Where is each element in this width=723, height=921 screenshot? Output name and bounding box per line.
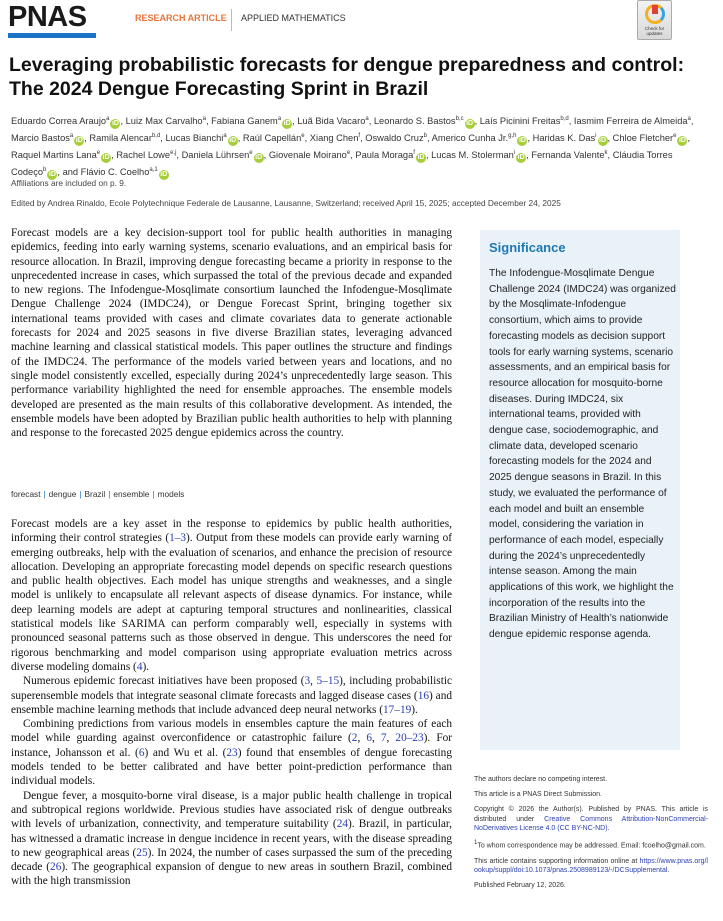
author-affiliation: g,h <box>508 133 517 140</box>
body-paragraph <box>11 717 452 788</box>
author-affiliation: a <box>202 116 206 122</box>
orcid-icon[interactable]: iD <box>518 137 526 145</box>
reference-link[interactable]: 7 <box>380 732 387 745</box>
abstract: Forecast models are a key decision-support tool for public health authorities in managing epidemics, feeding into early warning systems, scenario evaluations, and an empirical basis for resource allocation. In Brazil, improving dengue forecasting became a priority in response to the unprecedented increase in cases, which surpassed the total of the previous decade and expanded to new regions. The Infodengue-Mosqlimate consortium launched the Infodengue-Mosqlimate Dengue Challenge 2024 (IMDC24), or Dengue Forecast Sprint, bringing together six international teams provided with cases and climate covariates data to generate actionable forecasts for 2024 and 2025 seasons in five diverse Brazilian states, leveraging advanced machine learning and classical statistical models. This paper outlines the structure and findings of the IMDC24. The performance of the models varied between years and locations, and no single model consistently excelled, especially during 2024’s unprecedentedly large season. This performance variability highlighted the need for ensemble approaches. The ensemble models developed are presented as the main results of this collaborative development. As intended, the ensemble models have been adopted by Brazilian public health authorities to help with planning and response to the forecasted 2025 dengue epidemics across the country. <box>11 227 452 440</box>
body-text: ). Output from these models can provide early warning of emerging outbreaks, help with the evaluation of scenarios, and enhance the precision of resource allocation. Developing an appropriate forecasting model depends on specific research questions and public health objectives. Each model has unique strengths and weaknesses, and a single model is unlikely to encapsulate all relevant aspects of disease dynamics. For instance, while deep learning models are adept at capturing temporal structures and nonlinearities, classical statistical models like SARIMA can perform comparably well, especially in systems with pronounced seasonal patterns such as those observed in dengue. This underscores the need for rigorous benchmarking and model comparison using appropriate evaluation metrics across diverse modeling domains ( <box>11 532 452 673</box>
author-name[interactable]: Americo Cunha Jr. <box>431 133 509 144</box>
keyword[interactable]: dengue <box>48 489 77 499</box>
author-name[interactable]: Haridas K. Das <box>532 133 596 144</box>
author-list: Eduardo Correa Araujo$^a$iD , Luiz Max Carvalho$^a$, Fabiana Ganem$^a$iD , Luã Bida Vacaro$^a$, Leonardo S. Bastos$^{b,c}$iD , Laís Picinini Freitas$^{b,d}$, Iasmim Ferreira de Almeida$^a$, Marcio Bastos$^a$iD , Ramila Alencar$^{b,d}$, Lucas Bianchi$^a$iD , Raúl Capellán$^e$, Xiang Chen$^f$, Oswaldo Cruz$^b$, Americo Cunha Jr.$^{g,h}$iD , Haridas K. Das$^i$iD , Chloe Fletcher$^e$iD , Raquel Martins Lana$^e$iD , Rachel Lowe$^{e,j}$, Daniela Lührsen$^e$iD , Giovenale Moirano$^e$, Paula Moraga$^f$iD , Lucas M. Stolerman$^i$iD , Fernanda Valente$^k$, Cláudia Torres Codeço$^b$iD , and Flávio C. Coelho$^{a,1}$iD <box>11 116 694 179</box>
body-text: Forecast models are a key asset in the response to epidemics by public health authorities, informing their control strategies ( <box>11 518 452 545</box>
author-name[interactable]: Lucas M. Stolerman <box>431 150 514 161</box>
keyword[interactable]: ensemble <box>113 489 150 499</box>
author-name[interactable]: Ramila Alencar <box>89 133 152 144</box>
body-paragraph <box>11 517 452 674</box>
author-name[interactable]: Marcio Bastos <box>11 133 70 144</box>
si-link[interactable]: https://www.pnas.org/lookup/suppl/doi:10.1073/pnas.2508989123/-/DCSupplemental <box>474 857 708 874</box>
author-affiliation: i <box>513 150 516 157</box>
body-paragraph <box>11 789 452 889</box>
author-name[interactable]: Iasmim Ferreira de Almeida <box>573 116 688 127</box>
reference-link[interactable]: 23 <box>226 746 238 759</box>
body-text: ). For instance, Johansson et al. ( <box>11 732 453 759</box>
reference-link[interactable]: 24 <box>336 818 348 831</box>
body-text: ) and Wu et al. ( <box>144 746 227 759</box>
si-text: This article contains supporting information online at <box>474 857 640 865</box>
author-affiliation: a,1 <box>149 167 158 174</box>
body-text: , <box>310 675 317 688</box>
orcid-icon[interactable]: iD <box>517 154 525 162</box>
body-paragraph <box>11 674 452 717</box>
orcid-icon[interactable]: iD <box>111 120 119 128</box>
keyword[interactable]: Brazil <box>84 489 106 499</box>
orcid-icon[interactable]: iD <box>599 137 606 145</box>
reference-link[interactable]: 25 <box>136 846 148 859</box>
license-link[interactable]: Creative Commons Attribution-NonCommercial-NoDerivatives License 4.0 (CC BY-NC-ND) <box>474 815 709 832</box>
author-affiliation: a <box>69 133 74 140</box>
author-affiliation: b <box>43 167 47 174</box>
supporting-info-note <box>474 857 708 875</box>
check-for-updates-button[interactable] <box>637 0 672 40</box>
article-body <box>11 517 452 889</box>
author-affiliation: e <box>673 133 677 140</box>
orcid-icon[interactable]: iD <box>75 137 83 145</box>
author-affiliation: e,j <box>170 150 177 157</box>
author-name[interactable]: Cláudia Torres Codeço <box>11 150 673 178</box>
reference-link[interactable]: 6 <box>366 732 372 745</box>
footnotes <box>474 775 708 896</box>
check-updates-label: Check for updates <box>644 26 665 36</box>
body-text: ) and ensemble machine learning methods that include advanced deep neural networks ( <box>11 689 452 716</box>
author-name[interactable]: Fabiana Ganem <box>211 116 278 127</box>
copyright-note <box>474 805 708 833</box>
author-name[interactable]: Oswaldo Cruz <box>365 133 424 144</box>
correspondence-mark: 1 <box>474 840 478 847</box>
author-name[interactable]: Eduardo Correa Araujo <box>11 116 107 127</box>
author-affiliation: k <box>604 150 608 157</box>
keyword-separator: | <box>152 489 155 499</box>
author-name[interactable]: Leonardo S. Bastos <box>373 116 456 127</box>
license-end: . <box>607 824 610 832</box>
body-text: , <box>386 732 396 745</box>
reference-link[interactable]: 26 <box>50 861 62 874</box>
reference-link[interactable]: 5–15 <box>316 675 340 688</box>
keyword[interactable]: models <box>157 489 185 499</box>
body-text: ) found that ensembles of dengue forecasting models tended to be better calibrated and have better point-prediction performance than individual models. <box>11 746 452 788</box>
article-type: RESEARCH ARTICLE <box>135 13 227 23</box>
significance-text: The Infodengue-Mosqlimate Dengue Challenge 2024 (IMDC24) was organized by the Mosqlimate-Infodengue consortium, which aims to provide forecasting models as decision support tools for early warning systems, scenario assessments, and an empirical basis for resource allocation for mosquito-borne diseases. During IMDC24, six international teams, provided with dengue case, sociodemographic, and climate data, developed scenario forecasting models for the 2024 and 2025 dengue seasons in Brazil. In this study, we evaluated the performance of each model and built an ensemble model, considering the variation in performance of each model, especially during the 2024’s unprecedentedly intense season. Among the main applications of this work, we highlight the incorporation of the results into the Brazilian Ministry of Health’s nationwide dengue epidemic response agenda. <box>489 268 676 641</box>
orcid-icon[interactable]: iD <box>283 120 291 128</box>
author-affiliation: i <box>595 133 597 140</box>
copyright-text: Copyright © 2026 the Author(s). Published by PNAS. This article is distributed under <box>474 806 708 823</box>
body-text: ). The geographical expansion of dengue to new areas in southern Brazil, combined with the high transmission <box>11 861 452 888</box>
orcid-icon[interactable]: iD <box>678 137 686 145</box>
author-affiliation: e <box>96 150 101 157</box>
orcid-icon[interactable]: iD <box>255 154 263 162</box>
body-text: ). In 2024, the number of cases surpassed the sum of the preceding decade ( <box>11 846 452 874</box>
article-category[interactable]: APPLIED MATHEMATICS <box>241 13 346 23</box>
logo-text: PNAS <box>8 1 87 33</box>
submission-note: This article is a PNAS Direct Submission. <box>474 791 602 799</box>
reference-link[interactable]: 16 <box>417 689 429 702</box>
author-name[interactable]: Raúl Capellán <box>242 133 302 144</box>
edited-by: Edited by Andrea Rinaldo, Ecole Polytechnique Federale de Lausanne, Lausanne, Switzerland; received April 15, 2025; accepted December 24, 2025 <box>11 198 561 208</box>
author-affiliation: a <box>106 116 110 122</box>
author-affiliation: e <box>301 133 305 140</box>
check-updates-icon <box>645 4 665 24</box>
logo-bar <box>8 33 96 38</box>
author-affiliation: e <box>249 150 253 157</box>
body-text: ), including probabilistic superensemble models that integrate seasonal climate forecasts and lagged disease cases ( <box>11 675 452 702</box>
orcid-icon[interactable]: iD <box>466 120 474 128</box>
keyword-separator: | <box>43 489 46 499</box>
reference-link[interactable]: 2 <box>351 732 358 745</box>
orcid-icon[interactable]: iD <box>48 171 56 179</box>
published-date: Published February 12, 2026. <box>474 881 566 889</box>
pnas-logo[interactable] <box>8 2 98 38</box>
keyword-separator: | <box>79 489 82 499</box>
body-text: ). <box>142 660 150 673</box>
authors-and: and <box>62 167 81 178</box>
affiliations-note: Affiliations are included on p. 9. <box>11 178 127 188</box>
keyword[interactable]: forecast <box>11 489 41 499</box>
body-text: Dengue fever, a mosquito-borne viral disease, is a major public health challenge in tropical and subtropical regions worldwide. Previous studies have associated risk of dengue outbreaks with levels of urbanization, connectivity, and temperature suitability ( <box>11 789 452 831</box>
si-end: . <box>667 866 670 874</box>
author-affiliation: f <box>358 133 361 140</box>
author-name[interactable]: Luã Bida Vacaro <box>297 116 366 127</box>
reference-link[interactable]: 1–3 <box>169 532 187 545</box>
orcid-icon[interactable]: iD <box>102 154 110 162</box>
body-text: ). Brazil, in particular, has witnessed a dramatic increase in dengue incidence in recent years, with the disease spreading to new geographical areas ( <box>11 818 452 859</box>
author-name[interactable]: Daniela Lührsen <box>181 150 250 161</box>
body-text: ). <box>411 703 418 716</box>
body-text: , <box>371 732 381 745</box>
correspondence-text: To whom correspondence may be addressed. Email: fcoelho@gmail.com. <box>477 842 706 850</box>
author-affiliation: f <box>413 150 415 157</box>
author-affiliation: a <box>365 116 369 122</box>
orcid-icon[interactable]: iD <box>229 137 237 145</box>
body-text: , <box>357 732 367 745</box>
author-affiliation: b <box>423 133 427 140</box>
author-affiliation: a <box>223 133 227 140</box>
significance-title: Significance <box>489 240 566 255</box>
header-divider <box>231 9 232 31</box>
competing-interest: The authors declare no competing interest. <box>474 776 608 783</box>
author-affiliation: a <box>687 116 691 122</box>
author-name[interactable]: Rachel Lowe <box>116 150 171 161</box>
correspondence-note <box>474 839 708 851</box>
author-name[interactable]: Chloe Fletcher <box>612 133 674 144</box>
orcid-icon[interactable]: iD <box>160 171 168 179</box>
author-affiliation: a <box>277 116 282 122</box>
reference-link[interactable]: 20–23 <box>395 732 424 745</box>
reference-link[interactable]: 4 <box>136 660 143 673</box>
reference-link[interactable]: 17–19 <box>383 703 412 716</box>
keywords <box>11 489 184 499</box>
author-affiliation: b,d <box>151 133 161 140</box>
author-name[interactable]: Xiang Chen <box>309 133 359 144</box>
author-name[interactable]: Laís Picinini Freitas <box>479 116 561 127</box>
author-affiliation: b,d <box>560 116 569 122</box>
author-name[interactable]: Lucas Bianchi <box>165 133 224 144</box>
author-name[interactable]: Fernanda Valente <box>531 150 605 161</box>
author-affiliation: b,c <box>455 116 464 122</box>
author-name[interactable]: Raquel Martins Lana <box>11 150 97 161</box>
body-text: Numerous epidemic forecast initiatives have been proposed ( <box>23 675 305 688</box>
author-name[interactable]: Luiz Max Carvalho <box>125 116 203 127</box>
author-name[interactable]: Paula Moraga <box>355 150 414 161</box>
article-title: Leveraging probabilistic forecasts for dengue preparedness and control: The 2024 Dengue Forecasting Sprint in Brazil <box>9 54 685 100</box>
reference-link[interactable]: 3 <box>304 675 311 688</box>
orcid-icon[interactable]: iD <box>417 154 425 162</box>
author-name[interactable]: Flávio C. Coelho <box>80 167 150 178</box>
body-text: Combining predictions from various models in ensembles capture the main features of each model while guarding against overconfidence or catastrophic failure ( <box>11 718 452 745</box>
author-affiliation: e <box>346 150 351 157</box>
keyword-separator: | <box>108 489 111 499</box>
reference-link[interactable]: 6 <box>138 746 145 759</box>
author-name[interactable]: Giovenale Moirano <box>268 150 347 161</box>
